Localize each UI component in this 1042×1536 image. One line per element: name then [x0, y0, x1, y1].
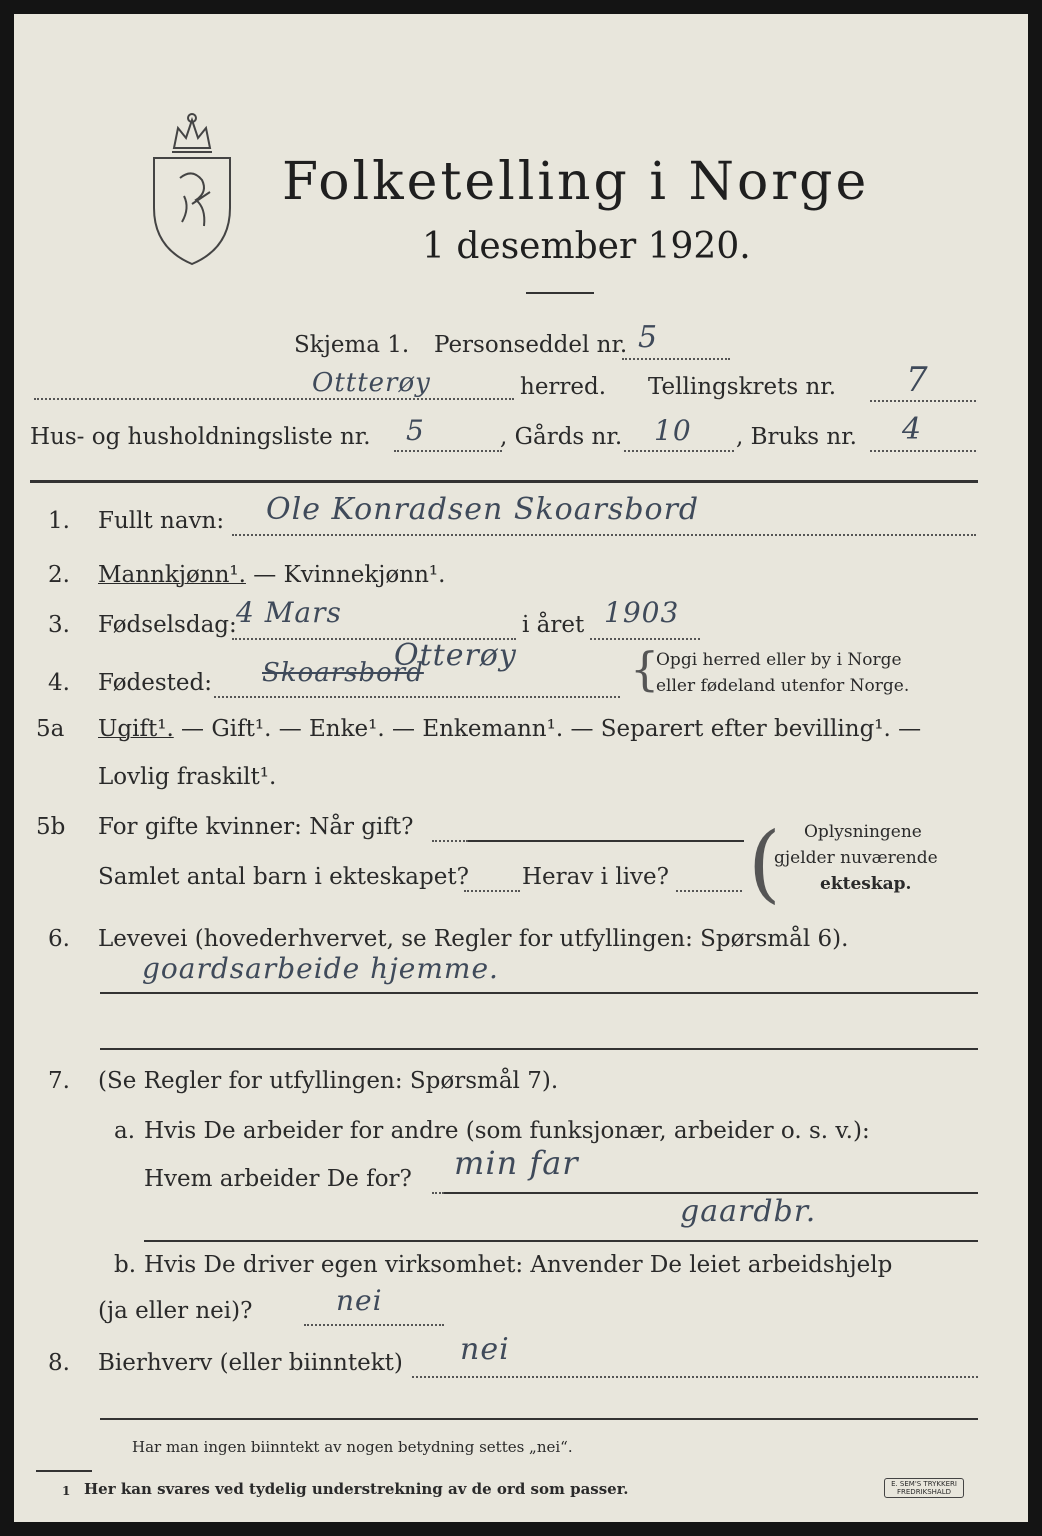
title-divider [526, 292, 594, 294]
q5a-number: 5a [36, 716, 65, 742]
employer-value: min far [454, 1144, 579, 1182]
personseddel-label: Personseddel nr. [434, 332, 628, 358]
page-title: Folketelling i Norge [282, 152, 870, 212]
q7a-text: Hvis De arbeider for andre (som funksjonær, arbeider o. s. v.): [144, 1118, 870, 1144]
census-form [14, 14, 1028, 1522]
q7a-letter: a. [114, 1118, 136, 1144]
alive-label: Herav i live? [522, 864, 669, 890]
marriage-note-3: ekteskap. [820, 874, 912, 894]
marriage-note-1: Oplysningene [804, 822, 922, 842]
occupation-field[interactable] [100, 992, 978, 994]
birthplace-note-2: eller fødeland utenfor Norge. [656, 676, 910, 696]
full-name-value: Ole Konradsen Skoarsbord [266, 492, 700, 527]
employer-field-2[interactable] [144, 1240, 978, 1242]
hus-value: 5 [406, 414, 425, 447]
q4-label: Fødested: [98, 670, 213, 696]
q5b-number: 5b [36, 814, 66, 840]
q8-label: Bierhverv (eller biinntekt) [98, 1350, 403, 1376]
side-income-field[interactable] [412, 1376, 978, 1378]
marriage-note-2: gjelder nuværende [774, 848, 938, 868]
q8-number: 8. [48, 1350, 70, 1376]
q6-number: 6. [48, 926, 70, 952]
footer-divider [100, 1418, 978, 1420]
married-when-dots [432, 840, 468, 842]
tellingskrets-field[interactable] [870, 400, 976, 402]
hus-label: Hus- og husholdningsliste nr. [30, 424, 371, 450]
marital-status-options[interactable] [98, 716, 921, 742]
full-name-field[interactable] [232, 534, 976, 536]
birth-year-value: 1903 [604, 596, 680, 629]
gards-field[interactable] [624, 450, 734, 452]
birthplace-value: Otterøy [394, 638, 517, 673]
q6-label: Levevei (hovederhvervet, se Regler for utfyllingen: Spørsmål 6). [98, 926, 849, 952]
q7b-question: (ja eller nei)? [98, 1298, 253, 1324]
year-label: i året [522, 612, 585, 638]
footnote-text: Her kan svares ved tydelig understrekning av de ord som passer. [84, 1480, 629, 1498]
children-label: Samlet antal barn i ekteskapet? [98, 864, 469, 890]
birthday-value: 4 Mars [236, 596, 342, 629]
married-when-field[interactable] [468, 840, 744, 842]
gender-options[interactable] [98, 562, 445, 588]
herred-label: herred. [520, 374, 607, 400]
hus-field[interactable] [394, 450, 502, 452]
gards-value: 10 [654, 414, 692, 447]
footnote-divider [36, 1470, 92, 1472]
q7a-question: Hvem arbeider De for? [144, 1166, 412, 1192]
gender-male[interactable]: Mannkjønn¹. [98, 562, 246, 588]
hired-help-field[interactable] [304, 1324, 444, 1326]
q1-label: Fullt navn: [98, 508, 225, 534]
hired-help-value: nei [336, 1284, 383, 1317]
paren-icon: ( [748, 814, 781, 912]
marital-other-options[interactable]: — Gift¹. — Enke¹. — Enkemann¹. — Separert efter bevilling¹. — [173, 716, 922, 742]
q7-number: 7. [48, 1068, 70, 1094]
q3-label: Fødselsdag: [98, 612, 237, 638]
bruks-label: , Bruks nr. [736, 424, 857, 450]
marital-divorced[interactable]: Lovlig fraskilt¹. [98, 764, 277, 790]
gender-sep: — [245, 562, 284, 588]
birthplace-field[interactable] [214, 696, 620, 698]
bruks-field[interactable] [870, 450, 976, 452]
birthplace-note-1: Opgi herred eller by i Norge [656, 650, 902, 670]
personseddel-value: 5 [638, 320, 659, 355]
birth-year-field[interactable] [590, 638, 700, 640]
q7b-text: Hvis De driver egen virksomhet: Anvender De leiet arbeidshjelp [144, 1252, 893, 1278]
gards-label: , Gårds nr. [500, 424, 623, 450]
tellingskrets-value: 7 [906, 360, 929, 400]
q4-number: 4. [48, 670, 70, 696]
employer-dots [432, 1192, 444, 1194]
brace-icon: { [630, 642, 660, 696]
q3-number: 3. [48, 612, 70, 638]
q7-label: (Se Regler for utfyllingen: Spørsmål 7). [98, 1068, 559, 1094]
herred-value: Ottterøy [312, 368, 431, 398]
married-when-label: For gifte kvinner: Når gift? [98, 814, 414, 840]
personseddel-field[interactable] [622, 358, 730, 360]
coat-of-arms-icon [144, 108, 240, 268]
q1-number: 1. [48, 508, 70, 534]
marital-unmarried[interactable]: Ugift¹. [98, 716, 174, 742]
printer-stamp [884, 1478, 964, 1498]
header-divider [30, 480, 978, 483]
printer-line-1: E. SEM'S TRYKKERI [891, 1480, 957, 1488]
footnote-mark: 1 [62, 1484, 71, 1498]
occupation-field-2[interactable] [100, 1048, 978, 1050]
tellingskrets-label: Tellingskrets nr. [648, 374, 837, 400]
gender-female[interactable]: Kvinnekjønn¹. [283, 562, 446, 588]
children-field[interactable] [464, 890, 520, 892]
occupation-value: goardsarbeide hjemme. [142, 952, 499, 985]
footer-note: Har man ingen biinntekt av nogen betydning settes „nei“. [132, 1438, 573, 1456]
herred-field[interactable] [34, 398, 514, 400]
side-income-value: nei [460, 1332, 510, 1367]
printer-line-2: FREDRIKSHALD [896, 1488, 951, 1496]
q7b-letter: b. [114, 1252, 137, 1278]
page-subtitle: 1 desember 1920. [422, 226, 751, 267]
q2-number: 2. [48, 562, 70, 588]
bruks-value: 4 [902, 412, 923, 447]
skjema-label: Skjema 1. [294, 332, 410, 358]
alive-field[interactable] [676, 890, 742, 892]
birthplace-struck-value: Skoarsbord [262, 658, 424, 688]
employer-value-2: gaardbr. [680, 1194, 817, 1229]
